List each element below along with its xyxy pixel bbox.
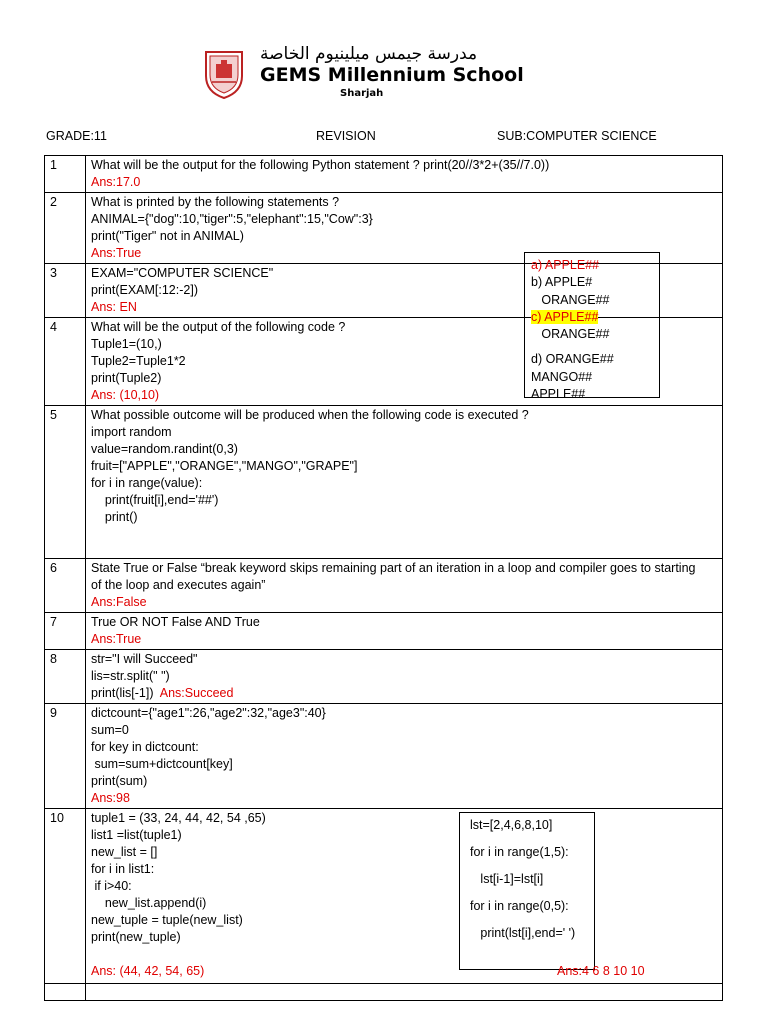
- question-line: of the loop and executes again”: [91, 578, 266, 592]
- question-number: 3: [45, 264, 86, 318]
- question-line: lis=str.split(" "): [91, 669, 170, 683]
- question-body: [86, 704, 723, 809]
- table-row: [45, 613, 723, 650]
- table-row: [45, 559, 723, 613]
- table-row: [45, 984, 723, 1001]
- question-body: [86, 984, 723, 1001]
- code-line: for i in range(0,5):: [470, 899, 569, 913]
- answer-text: Ans:Succeed: [159, 686, 234, 700]
- question-number: 6: [45, 559, 86, 613]
- question-line: print(sum): [91, 774, 148, 788]
- question-line: ANIMAL={"dog":10,"tiger":5,"elephant":15,"Cow":3}: [91, 212, 373, 226]
- question-line: dictcount={"age1":26,"age2":32,"age3":40}: [91, 706, 326, 720]
- question-line: new_list.append(i): [91, 896, 207, 910]
- question-line: print(EXAM[:12:-2]): [91, 283, 198, 297]
- question-line: EXAM="COMPUTER SCIENCE": [91, 266, 274, 280]
- code-line: lst[i-1]=lst[i]: [470, 872, 544, 886]
- school-crest-icon: [202, 48, 246, 100]
- question-number: 2: [45, 193, 86, 264]
- question-body: [86, 406, 723, 559]
- option-b: b) APPLE#: [531, 275, 593, 290]
- revision-title: REVISION: [316, 129, 376, 143]
- option-a: a) APPLE##: [531, 258, 600, 272]
- option-c-line2: ORANGE##: [531, 327, 610, 342]
- code-box: [459, 812, 595, 970]
- question-body: [86, 613, 723, 650]
- table-row: [45, 406, 723, 559]
- answer-text: Ans:17.0: [91, 175, 141, 189]
- question-number: 7: [45, 613, 86, 650]
- question-line: print(new_tuple): [91, 930, 181, 944]
- answer-text: Ans: (44, 42, 54, 65): [91, 964, 205, 978]
- question-number: 4: [45, 318, 86, 406]
- answer-text: Ans:True: [91, 246, 142, 260]
- question-line: sum=sum+dictcount[key]: [91, 757, 233, 771]
- question-body: [86, 156, 723, 193]
- question-line: print(fruit[i],end='##'): [91, 493, 219, 507]
- table-row: [45, 704, 723, 809]
- question-line: [91, 685, 717, 702]
- code-line: print(lst[i],end=' '): [470, 926, 576, 940]
- question-line: fruit=["APPLE","ORANGE","MANGO","GRAPE"]: [91, 459, 358, 473]
- question-line: new_list = []: [91, 845, 158, 859]
- school-header: [200, 44, 580, 124]
- table-row: [45, 809, 723, 984]
- answer-text: Ans:98: [91, 791, 130, 805]
- table-row: [45, 156, 723, 193]
- option-d: d) ORANGE##: [531, 352, 614, 367]
- answer-text: Ans: (10,10): [91, 388, 160, 402]
- answer-options-box: [524, 252, 660, 402]
- question-line: for i in range(value):: [91, 476, 203, 490]
- code-line: for i in range(1,5):: [470, 845, 569, 859]
- question-line: What will be the output of the following code ?: [91, 320, 346, 334]
- question-line: What will be the output for the following Python statement ? print(20//3*2+(35//7.0)): [91, 158, 550, 172]
- question-line: for key in dictcount:: [91, 740, 199, 754]
- question-line: sum=0: [91, 723, 129, 737]
- question-line: print(): [91, 510, 138, 524]
- code-line: lst=[2,4,6,8,10]: [470, 818, 553, 832]
- question-line: State True or False “break keyword skips remaining part of an iteration in a loop and compiler goes to starting: [91, 561, 696, 575]
- answer-text: Ans:False: [91, 595, 147, 609]
- table-row: [45, 650, 723, 704]
- question-line: new_tuple = tuple(new_list): [91, 913, 243, 927]
- question-line: tuple1 = (33, 24, 44, 42, 54 ,65): [91, 811, 266, 825]
- question-number: [45, 984, 86, 1001]
- option-d-line3: APPLE##: [531, 387, 586, 402]
- question-line: What possible outcome will be produced when the following code is executed ?: [91, 408, 529, 422]
- question-line: print("Tiger" not in ANIMAL): [91, 229, 244, 243]
- option-d-line2: MANGO##: [531, 369, 593, 384]
- question-number: 5: [45, 406, 86, 559]
- school-name-arabic: مدرسة جيمس ميلينيوم الخاصة: [260, 44, 478, 64]
- question-line: str="I will Succeed": [91, 652, 198, 666]
- grade-label: GRADE:11: [46, 129, 107, 143]
- question-line: True OR NOT False AND True: [91, 615, 260, 629]
- question-line: if i>40:: [91, 879, 132, 893]
- question-number: 1: [45, 156, 86, 193]
- option-b-line2: ORANGE##: [531, 292, 610, 307]
- question-number: 8: [45, 650, 86, 704]
- option-c: [531, 309, 653, 326]
- answer-text: Ans: EN: [91, 300, 137, 314]
- question-line: import random: [91, 425, 172, 439]
- school-name: GEMS Millennium School: [260, 64, 524, 86]
- answer-text-2: Ans:4 6 8 10 10: [557, 964, 645, 978]
- question-line-code: print(lis[-1]): [91, 686, 160, 700]
- question-number: 10: [45, 809, 86, 984]
- subject-label: SUB:COMPUTER SCIENCE: [497, 129, 657, 143]
- question-line: print(Tuple2): [91, 371, 162, 385]
- answer-text: Ans:True: [91, 632, 142, 646]
- question-body: [86, 650, 723, 704]
- question-line: What is printed by the following statements ?: [91, 195, 340, 209]
- question-number: 9: [45, 704, 86, 809]
- question-body: [86, 809, 723, 984]
- question-body: [86, 559, 723, 613]
- question-line: Tuple1=(10,): [91, 337, 162, 351]
- question-line: list1 =list(tuple1): [91, 828, 182, 842]
- question-line: Tuple2=Tuple1*2: [91, 354, 186, 368]
- school-city: Sharjah: [340, 88, 384, 99]
- question-line: for i in list1:: [91, 862, 155, 876]
- option-c-highlight: c) APPLE##: [531, 309, 599, 324]
- question-line: value=random.randint(0,3): [91, 442, 238, 456]
